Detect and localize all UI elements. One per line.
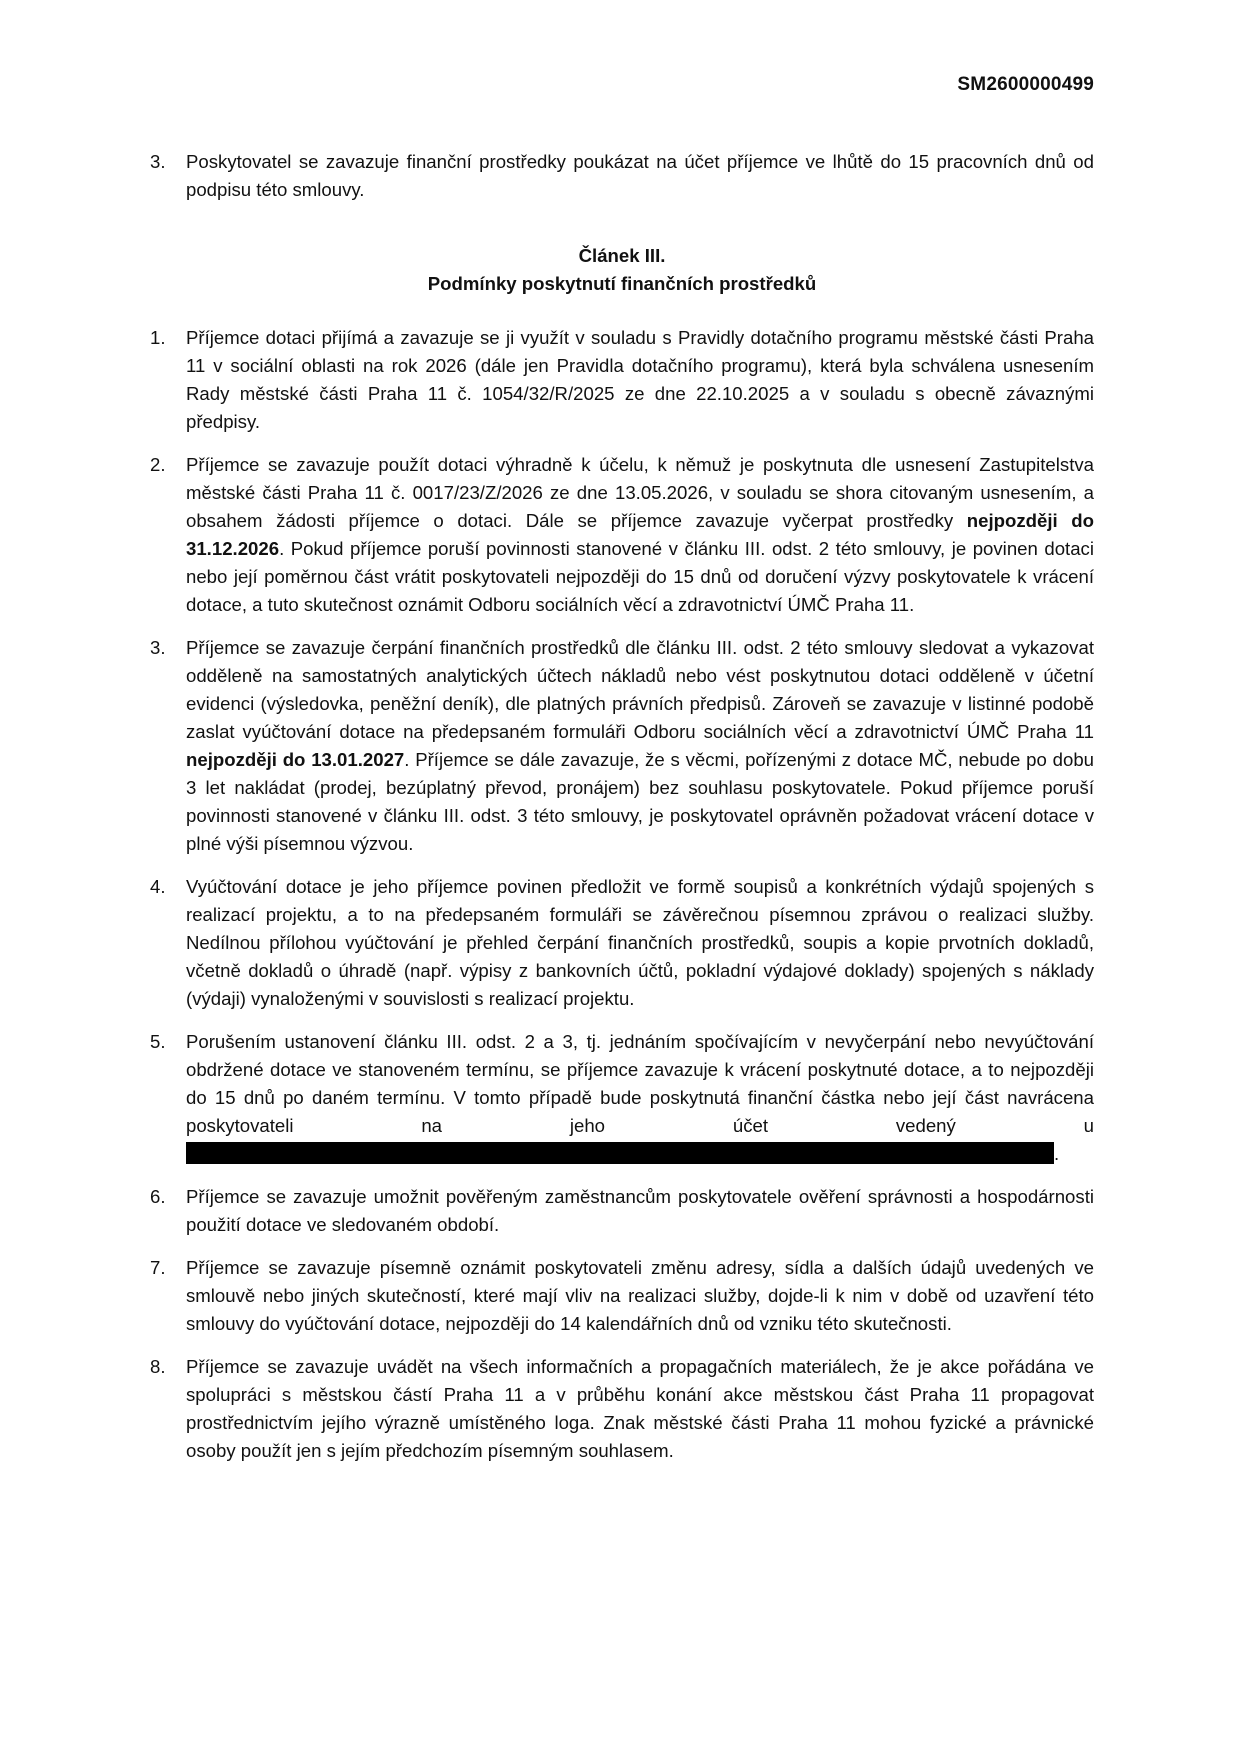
list-item-top-3 [150, 148, 1094, 204]
document-id: SM2600000499 [957, 74, 1094, 95]
article-title: Podmínky poskytnutí finančních prostředků [427, 273, 817, 294]
item-text [186, 634, 1094, 858]
top-list [150, 148, 1094, 204]
item-text: Příjemce se zavazuje umožnit pověřeným zaměstnancům poskytovatele ověření správnosti a hospodárnosti použití dotace ve sledovaném období. [186, 1186, 1094, 1235]
list-item-3 [150, 634, 1094, 858]
item-number: 7. [150, 1257, 166, 1278]
item-text-part: . Pokud příjemce poruší povinnosti stanovené v článku III. odst. 2 této smlouvy, je povinen dotaci nebo její poměrnou část vrátit poskytovateli nejpozději do 15 dnů od doručení výzvy poskytovatele k vrácení dotace, a tuto skutečnost oznámit Odboru sociálních věcí a zdravotnictví ÚMČ Praha 11. [186, 538, 1094, 615]
item-number: 3. [150, 637, 166, 658]
item-number: 2. [150, 454, 166, 475]
item-text-part: Příjemce se zavazuje použít dotaci výhradně k účelu, k němuž je poskytnuta dle usnesení Zastupitelstva městské části Praha 11 č. 0017/23/Z/2026 ze dne 13.05.2026, v souladu se shora citovaným usnesením, a obsahem žádosti příjemce o dotaci. Dále se příjemce zavazuje vyčerpat prostředky [186, 454, 1094, 531]
item-number: 8. [150, 1356, 166, 1377]
item-number: 6. [150, 1186, 166, 1207]
deadline-bold: nejpozději do 31.12.2026 [186, 510, 1094, 559]
list-item-2 [150, 451, 1094, 619]
item-text-part: . Příjemce se dále zavazuje, že s věcmi, pořízenými z dotace MČ, nebude po dobu 3 let nakládat (prodej, bezúplatný převod, pronájem) bez souhlasu poskytovatele. Pokud příjemce poruší povinnosti stanovené v článku III. odst. 3 této smlouvy, je poskytovatel oprávněn požadovat vrácení dotace v plné výši písemnou výzvou. [186, 749, 1095, 854]
item-text-part: . [1054, 1143, 1060, 1164]
article-list [150, 324, 1094, 1480]
article-heading [150, 242, 1094, 298]
redaction-bar [186, 1142, 1054, 1164]
item-text: Příjemce se zavazuje písemně oznámit poskytovateli změnu adresy, sídla a dalších údajů uvedených ve smlouvě nebo jiných skutečností, které mají vliv na realizaci služby, dojde-li k nim v době od uzavření této smlouvy do vyúčtování dotace, nejpozději do 14 kalendářních dnů od vzniku této skutečnosti. [186, 1257, 1094, 1334]
item-text-part: Porušením ustanovení článku III. odst. 2 a 3, tj. jednáním spočívajícím v nevyčerpání nebo nevyúčtování obdržené dotace ve stanoveném termínu, se příjemce zavazuje k vrácení poskytnuté dotace, a to nejpozději do 15 dnů po daném termínu. V tomto případě bude poskytnutá finanční částka nebo její část navrácena poskytovateli na jeho účet vedený u [186, 1031, 1094, 1136]
item-text-part: Příjemce se zavazuje čerpání finančních prostředků dle článku III. odst. 2 této smlouvy sledovat a vykazovat odděleně na samostatných analytických účtech nákladů nebo vést poskytnutou dotaci odděleně v účetní evidenci (výsledovka, peněžní deník), dle platných právních předpisů. Zároveň se zavazuje v listinné podobě zaslat vyúčtování dotace na předepsaném formuláři Odboru sociálních věcí a zdravotnictví ÚMČ Praha 11 [186, 637, 1094, 742]
item-text: Poskytovatel se zavazuje finanční prostředky poukázat na účet příjemce ve lhůtě do 15 pracovních dnů od podpisu této smlouvy. [186, 151, 1094, 200]
list-item-6 [150, 1183, 1094, 1239]
item-text: Příjemce dotaci přijímá a zavazuje se ji využít v souladu s Pravidly dotačního programu městské části Praha 11 v sociální oblasti na rok 2026 (dále jen Pravidla dotačního programu), která byla schválena usnesením Rady městské části Praha 11 č. 1054/32/R/2025 ze dne 22.10.2025 a v souladu s obecně závaznými předpisy. [186, 327, 1094, 432]
list-item-7 [150, 1254, 1094, 1338]
item-text: Příjemce se zavazuje uvádět na všech informačních a propagačních materiálech, že je akce pořádána ve spolupráci s městskou částí Praha 11 a v průběhu konání akce městskou část Praha 11 propagovat prostřednictvím jejího výrazně umístěného loga. Znak městské části Praha 11 mohou fyzické a právnické osoby použít jen s jejím předchozím písemným souhlasem. [186, 1356, 1094, 1461]
list-item-4 [150, 873, 1094, 1013]
list-item-5 [150, 1028, 1094, 1168]
item-text [186, 1028, 1094, 1168]
article-number: Článek III. [578, 245, 666, 266]
item-text [186, 451, 1094, 619]
list-item-1 [150, 324, 1094, 436]
item-text: Vyúčtování dotace je jeho příjemce povinen předložit ve formě soupisů a konkrétních výdajů spojených s realizací projektu, a to na předepsaném formuláři se závěrečnou písemnou zprávou o realizaci služby. Nedílnou přílohou vyúčtování je přehled čerpání finančních prostředků, soupis a kopie prvotních dokladů, včetně dokladů o úhradě (např. výpisy z bankovních účtů, pokladní výdajové doklady) spojených s náklady (výdaji) vynaloženými v souvislosti s realizací projektu. [186, 876, 1094, 1009]
deadline-bold: nejpozději do 13.01.2027 [186, 749, 405, 770]
item-number: 3. [150, 151, 166, 172]
list-item-8 [150, 1353, 1094, 1465]
item-number: 4. [150, 876, 166, 897]
item-number: 5. [150, 1031, 166, 1052]
item-number: 1. [150, 327, 166, 348]
